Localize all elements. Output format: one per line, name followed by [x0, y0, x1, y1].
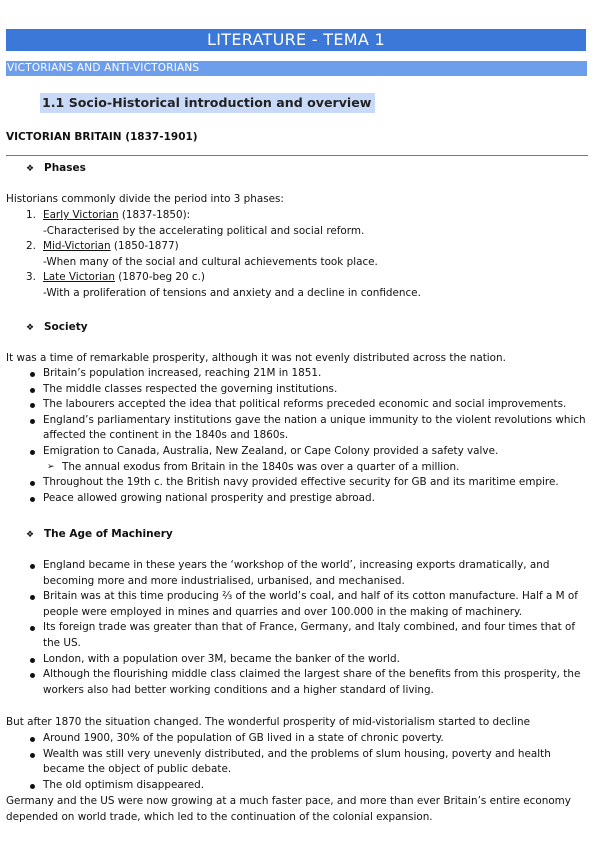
- arrow-bullet-icon: ➢: [47, 461, 55, 472]
- society-list: [26, 366, 586, 506]
- phase-name: Mid-Victorian: [43, 240, 111, 253]
- list-item: Emigration to Canada, Australia, New Zealand, or Cape Colony provided a safety valve.: [26, 444, 586, 460]
- machinery-list: [26, 558, 586, 698]
- horizontal-divider: [6, 155, 588, 156]
- list-item: England became in these years the ‘workshop of the world’, increasing exports dramatically, and becoming more and more industrialised, urbanised, and mechanised.: [26, 558, 586, 589]
- diamond-bullet-icon: ❖: [26, 530, 35, 540]
- list-item: The middle classes respected the governing institutions.: [26, 382, 586, 398]
- list-item: Although the flourishing middle class claimed the largest share of the benefits from this prosperity, the workers also had better working conditions and a higher standard of living.: [26, 667, 586, 698]
- phases-intro: Historians commonly divide the period into 3 phases:: [6, 193, 284, 205]
- list-item: ➢ The annual exodus from Britain in the 1840s was over a quarter of a million.: [26, 460, 586, 476]
- list-item: 3. Late Victorian (1870-beg 20 c.) -With a proliferation of tensions and anxiety and a decline in confidence.: [26, 271, 421, 299]
- decline-intro: But after 1870 the situation changed. The wonderful prosperity of mid-vistorialism started to decline: [6, 716, 530, 728]
- closing-paragraph: Germany and the US were now growing at a much faster pace, and more than ever Britain’s entire economy depended on world trade, which led to the continuation of the colonial expansion.: [6, 795, 571, 823]
- list-item: Its foreign trade was greater than that of France, Germany, and Italy combined, and four times that of the US.: [26, 620, 586, 651]
- list-item: Throughout the 19th c. the British navy provided effective security for GB and its maritime empire.: [26, 475, 586, 491]
- society-heading: ❖ Society: [26, 320, 88, 337]
- list-item: England’s parliamentary institutions gave the nation a unique immunity to the violent revolutions which affected the continent in the 1840s and 1860s.: [26, 413, 586, 444]
- list-item: London, with a population over 3M, became the banker of the world.: [26, 652, 586, 668]
- document-title: LITERATURE - TEMA 1: [6, 29, 586, 51]
- list-item: Wealth was still very unevenly distributed, and the problems of slum housing, poverty and health became the object of public debate.: [26, 747, 586, 778]
- diamond-bullet-icon: ❖: [26, 164, 35, 174]
- era-heading: VICTORIAN BRITAIN (1837-1901): [6, 131, 198, 143]
- phases-heading: ❖ Phases: [26, 161, 86, 178]
- society-intro: It was a time of remarkable prosperity, although it was not evenly distributed across the nation.: [6, 352, 506, 364]
- list-item: Britain’s population increased, reaching 21M in 1851.: [26, 366, 586, 382]
- list-item: 2. Mid-Victorian (1850-1877) -When many of the social and cultural achievements took place.: [26, 240, 378, 268]
- section-title: 1.1 Socio-Historical introduction and overview: [40, 93, 375, 113]
- list-item: Around 1900, 30% of the population of GB lived in a state of chronic poverty.: [26, 731, 586, 747]
- phase-name: Early Victorian: [43, 209, 119, 221]
- phases-list: [26, 208, 586, 302]
- machinery-heading: ❖ The Age of Machinery: [26, 527, 173, 544]
- list-item: The old optimism disappeared.: [26, 778, 586, 794]
- decline-list: [26, 731, 586, 793]
- list-item: Peace allowed growing national prosperity and prestige abroad.: [26, 491, 586, 507]
- list-item: The labourers accepted the idea that political reforms preceded economic and social improvements.: [26, 397, 586, 413]
- list-item: Britain was at this time producing ⅔ of the world’s coal, and half of its cotton manufacture. Half a M of people were employed in mines and quarries and over 100.000 in the making of machinery.: [26, 589, 586, 620]
- phase-name: Late Victorian: [43, 271, 115, 284]
- document-subtitle: VICTORIANS AND ANTI-VICTORIANS: [6, 61, 587, 76]
- diamond-bullet-icon: ❖: [26, 323, 35, 333]
- list-item: 1. Early Victorian (1837-1850): -Characterised by the accelerating political and social reform.: [26, 209, 365, 237]
